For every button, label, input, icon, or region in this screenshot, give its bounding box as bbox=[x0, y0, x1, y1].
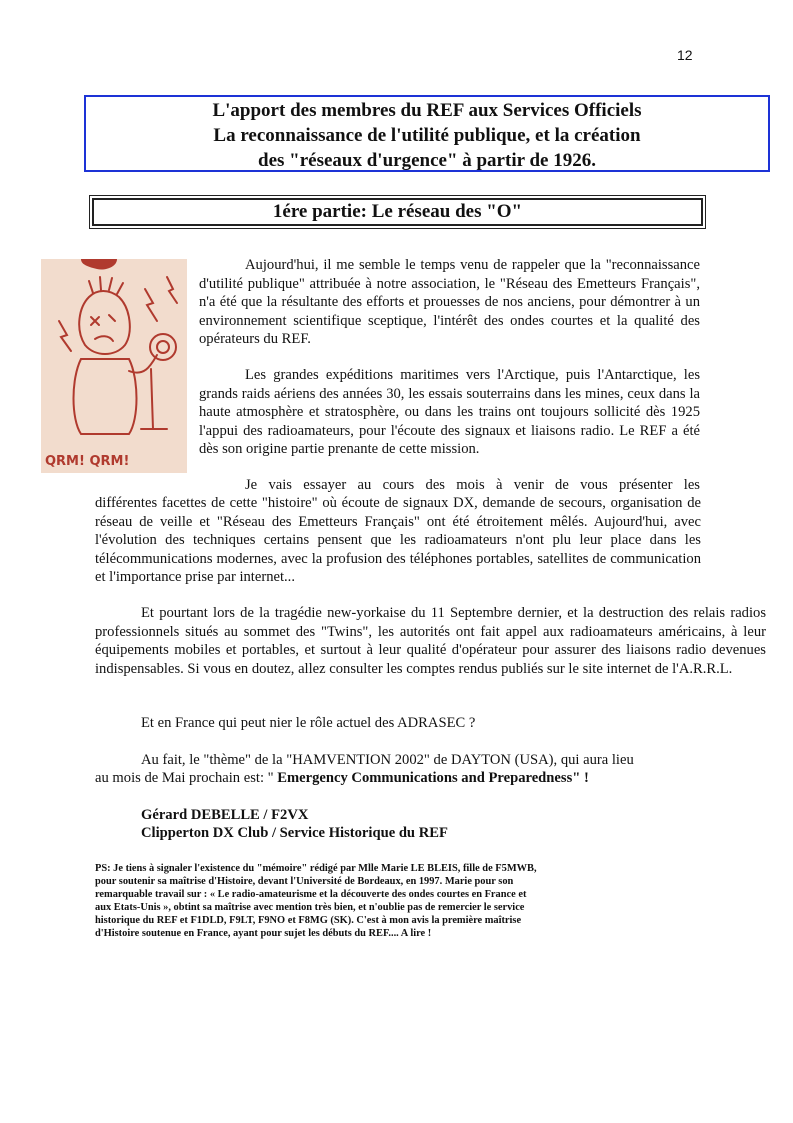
hamvention-theme: Emergency Communications and Preparedness" ! bbox=[277, 770, 589, 786]
paragraph-hamvention-line-1: Au fait, le "thème" de la "HAMVENTION 2002" de DAYTON (USA), qui aura lieu bbox=[141, 752, 634, 768]
title-line-3: des "réseaux d'urgence" à partir de 1926. bbox=[258, 150, 596, 171]
article-title-box bbox=[84, 95, 770, 172]
section-title: 1ére partie: Le réseau des "O" bbox=[92, 198, 703, 226]
paragraph-adrasec: Et en France qui peut nier le rôle actuel des ADRASEC ? bbox=[141, 715, 476, 731]
cartoon-illustration bbox=[41, 259, 187, 473]
signature-name: Gérard DEBELLE / F2VX bbox=[141, 807, 309, 823]
ps-line-5: historique du REF et F1DLD, F9LT, F9NO et F8MG (SK). C'est à mon avis la première maîtrise bbox=[95, 915, 522, 926]
ps-line-1: PS: Je tiens à signaler l'existence du "mémoire" rédigé par Mlle Marie LE BLEIS, fille de F5MWB, bbox=[95, 863, 537, 874]
paragraph-history: différentes facettes de cette "histoire" où écoute de signaux DX, demande de secours, organisation de réseau de veille et "Réseau des Emetteurs Français" ont été étroitement mêlés. Aujourd'hui, avec l'évolution des techniques certains pensent que les radioamateurs n'ont plu leur place dans les télécommunications modernes, avec la profusion des téléphones portables, satellites de communication et l'importance prise par internet... bbox=[95, 495, 701, 585]
postscript bbox=[95, 862, 615, 940]
paragraph-hamvention-line-2 bbox=[95, 769, 589, 788]
paragraph-intro: Aujourd'hui, il me semble le temps venu de rappeler que la "reconnaissance d'utilité publique" attribuée à notre association, le "Réseau des Emetteurs Français", n'a été que la résultante des efforts et prouesses de nos anciens, pour démontrer à un environnement scientifique sceptique, l'intérêt des ondes courtes et la qualité des opérateurs du REF. bbox=[199, 257, 700, 347]
paragraph-history-first-line: Je vais essayer au cours des mois à venir de vous présenter les bbox=[245, 477, 700, 493]
hamvention-text: au mois de Mai prochain est: " bbox=[95, 770, 278, 786]
title-line-2: La reconnaissance de l'utilité publique, et la création bbox=[213, 125, 641, 146]
page-number: 12 bbox=[677, 47, 693, 63]
ps-line-3: remarquable travail sur : « Le radio-amateurisme et la découverte des ondes courtes en France et bbox=[95, 889, 527, 900]
title-line-1: L'apport des membres du REF aux Services Officiels bbox=[212, 100, 642, 121]
section-title-box bbox=[89, 195, 706, 229]
ps-line-4: aux Etats-Unis », obtint sa maîtrise avec mention très bien, et n'oublie pas de remercier le service bbox=[95, 902, 525, 913]
paragraph-expeditions: Les grandes expéditions maritimes vers l'Arctique, puis l'Antarctique, les grands raids aériens des années 30, les essais souterrains dans les mines, ceux dans la haute atmosphère et stratosphère, ou dans les trains ont toujours sollicité dès 1925 l'appui des radioamateurs, pour l'écoute des signaux et liaisons radio. Le REF a été dès son origine partie prenante de cette mission. bbox=[199, 367, 700, 457]
illustration-caption: QRM! QRM! bbox=[45, 454, 130, 469]
ps-line-2: pour soutenir sa maîtrise d'Histoire, devant l'Université de Bordeaux, en 1997. Marie pour son bbox=[95, 876, 514, 887]
paragraph-september-11: Et pourtant lors de la tragédie new-yorkaise du 11 Septembre dernier, et la destruction des relais radios professionnels situés au sommet des "Twins", les autorités ont fait appel aux radioamateurs américains, à leur équipements mobiles et portables, et surtout à leur qualité d'opérateur pour assurer des liaisons radio devenues indispensables. Si vous en doutez, allez consulter les comptes rendus publiés sur le site internet de l'A.R.R.L. bbox=[95, 605, 766, 677]
signature-organization: Clipperton DX Club / Service Historique du REF bbox=[141, 825, 448, 841]
ps-line-6: d'Histoire soutenue en France, ayant pour sujet les débuts du REF.... A lire ! bbox=[95, 928, 432, 939]
